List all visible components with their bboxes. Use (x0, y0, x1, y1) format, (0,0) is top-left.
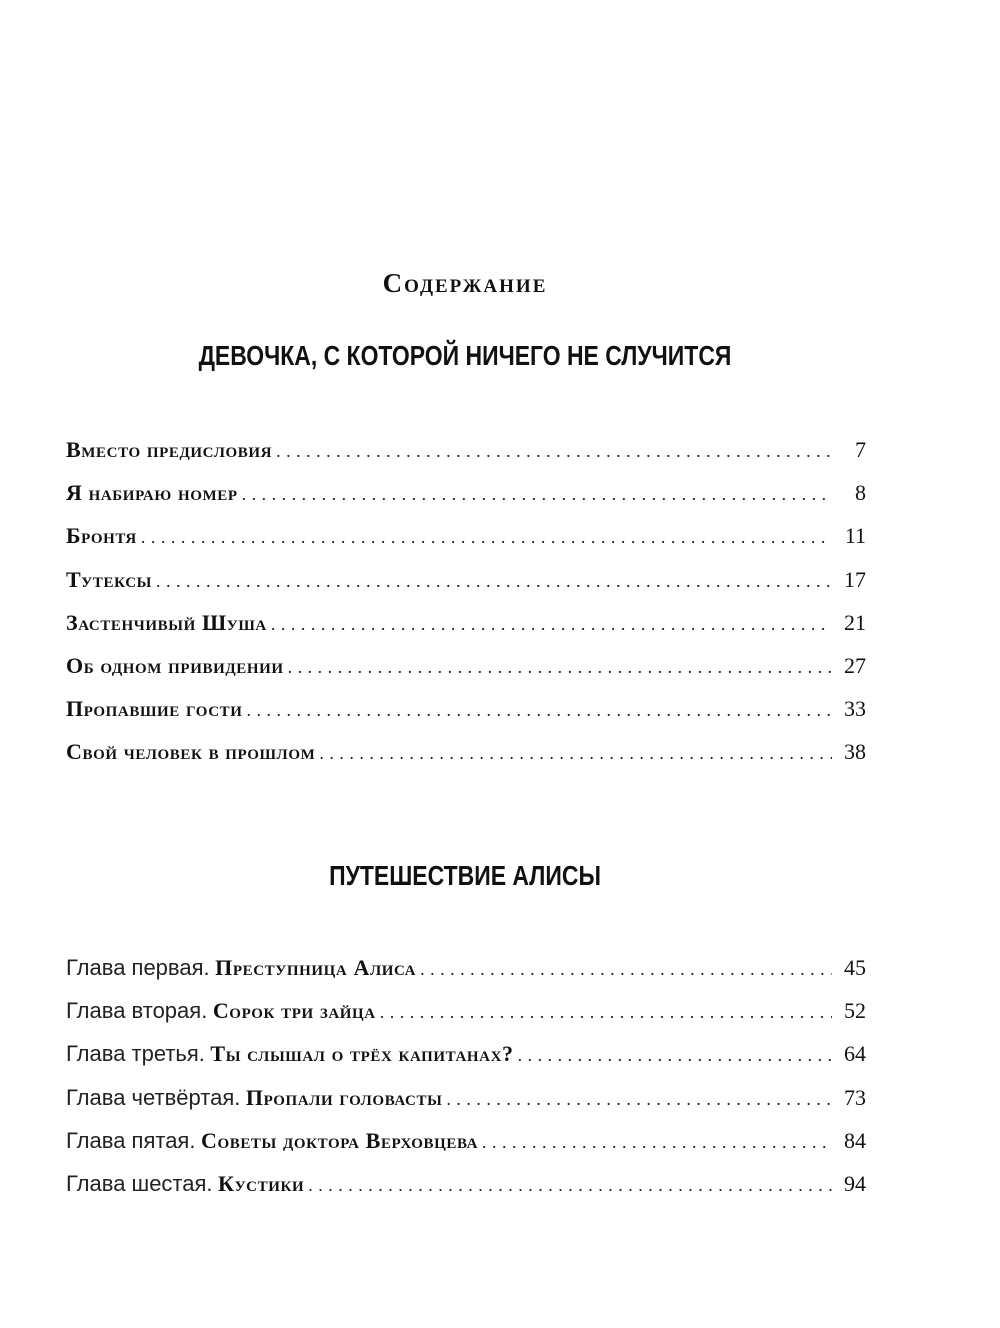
toc-entry[interactable] (66, 648, 866, 691)
page-number: 21 (844, 609, 866, 635)
toc-entry[interactable] (66, 518, 866, 561)
leader-dots (276, 433, 832, 469)
chapter-label: Глава четвёртая. (66, 1084, 241, 1110)
entry-title: Застенчивый Шуша (66, 609, 267, 635)
toc-entry[interactable] (66, 562, 866, 605)
page-title: Содержание (382, 268, 548, 298)
page-number: 8 (855, 480, 866, 506)
toc-entry[interactable] (66, 1123, 866, 1166)
chapter-label: Глава третья. (66, 1041, 205, 1067)
leader-dots (247, 692, 832, 728)
entry-title: Свой человек в прошлом (66, 739, 316, 765)
toc-entry[interactable] (66, 432, 866, 475)
toc-entry[interactable] (66, 993, 866, 1036)
entry-title: Пропавшие гости (66, 696, 243, 722)
page-number: 11 (844, 523, 866, 549)
leader-dots (271, 606, 832, 642)
entry-title: Бронтя (66, 523, 137, 549)
page-number: 17 (844, 566, 866, 592)
page-number: 33 (844, 696, 866, 722)
leader-dots (518, 1037, 832, 1073)
entry-title: Тутексы (66, 566, 152, 592)
page-number: 27 (844, 652, 866, 678)
toc-entry[interactable] (66, 950, 866, 993)
chapter-label: Глава пятая. (66, 1127, 196, 1153)
toc-entry[interactable] (66, 691, 866, 734)
chapter-label: Глава первая. (66, 955, 210, 980)
toc-entry[interactable] (66, 1080, 866, 1123)
toc-entry[interactable] (66, 1036, 866, 1079)
page-number: 84 (844, 1127, 866, 1153)
page-number: 7 (855, 437, 866, 462)
leader-dots (141, 519, 832, 555)
toc-entry[interactable] (66, 1166, 866, 1209)
leader-dots (319, 735, 832, 771)
entry-title: Преступница Алиса (215, 955, 417, 980)
entry-title: Об одном привидении (66, 652, 284, 678)
leader-dots (482, 1124, 832, 1160)
entry-title: Вместо предисловия (66, 437, 273, 462)
leader-dots (308, 1167, 832, 1203)
page-number: 45 (844, 955, 866, 980)
page-number: 52 (844, 998, 866, 1024)
toc-entry[interactable] (66, 475, 866, 518)
section-title: ДЕВОЧКА, С КОТОРОЙ НИЧЕГО НЕ СЛУЧИТСЯ (198, 340, 732, 371)
leader-dots (156, 563, 832, 599)
chapter-label: Глава шестая. (66, 1170, 213, 1196)
leader-dots (242, 476, 832, 512)
section-title: ПУТЕШЕСТВИЕ АЛИСЫ (329, 860, 601, 891)
leader-dots (380, 994, 832, 1030)
entry-title: Пропали головасты (245, 1084, 443, 1110)
page-number: 73 (844, 1084, 866, 1110)
entry-title: Советы доктора Верховцева (200, 1127, 479, 1153)
page-number: 64 (844, 1041, 866, 1067)
leader-dots (288, 649, 832, 685)
page-number: 94 (844, 1170, 866, 1196)
leader-dots (446, 1081, 832, 1117)
entry-title: Кустики (218, 1170, 305, 1196)
entry-title: Сорок три зайца (212, 998, 376, 1024)
entry-title: Ты слышал о трёх капитанах? (210, 1041, 514, 1067)
toc-entry[interactable] (66, 734, 866, 777)
leader-dots (420, 951, 832, 987)
page-number: 38 (844, 739, 866, 765)
toc-list (66, 432, 866, 778)
toc-entry[interactable] (66, 605, 866, 648)
chapter-label: Глава вторая. (66, 998, 208, 1024)
toc-list (66, 950, 866, 1209)
entry-title: Я набираю номер (66, 480, 238, 506)
